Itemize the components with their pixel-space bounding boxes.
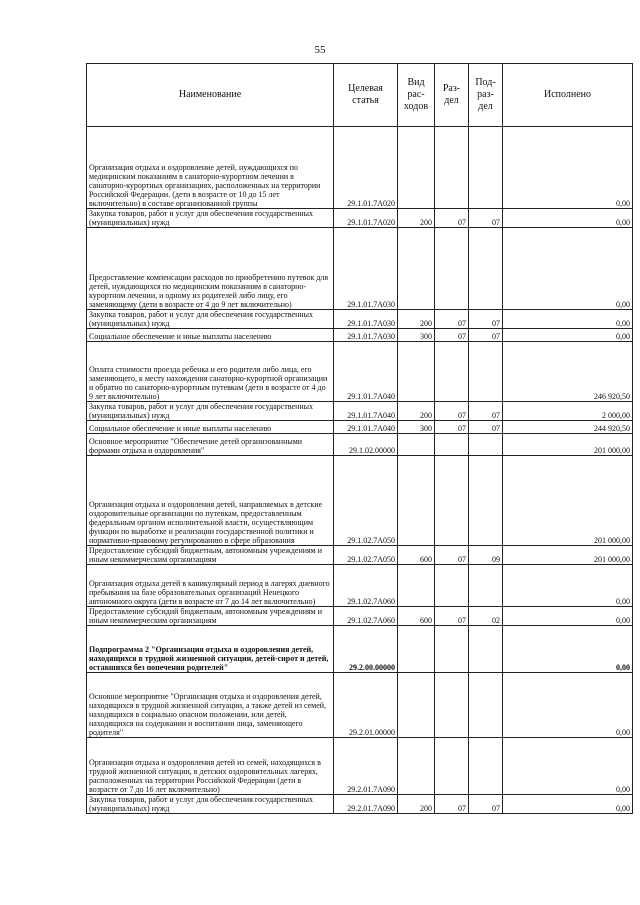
row-target-article: 29.2.01.00000 bbox=[334, 673, 398, 738]
row-target-article: 29.1.02.7А050 bbox=[334, 456, 398, 546]
row-section: 07 bbox=[435, 546, 469, 565]
row-target-article: 29.1.01.7А030 bbox=[334, 329, 398, 342]
table-row bbox=[87, 209, 633, 228]
header-subsection: Под-раз-дел bbox=[469, 64, 503, 127]
row-section bbox=[435, 456, 469, 546]
row-subsection bbox=[469, 456, 503, 546]
row-expense-type: 200 bbox=[398, 402, 435, 421]
row-subsection: 07 bbox=[469, 421, 503, 434]
row-subsection bbox=[469, 565, 503, 607]
row-subsection: 02 bbox=[469, 607, 503, 626]
row-name: Закупка товаров, работ и услуг для обеспечения государственных (муниципальных) нужд bbox=[87, 402, 334, 421]
row-expense-type bbox=[398, 228, 435, 310]
row-subsection: 07 bbox=[469, 402, 503, 421]
row-expense-type: 200 bbox=[398, 209, 435, 228]
table-row bbox=[87, 228, 633, 310]
table-row bbox=[87, 434, 633, 456]
row-executed: 201 000,00 bbox=[503, 456, 633, 546]
row-section: 07 bbox=[435, 402, 469, 421]
row-expense-type bbox=[398, 127, 435, 209]
row-executed: 201 000,00 bbox=[503, 434, 633, 456]
row-subsection: 07 bbox=[469, 329, 503, 342]
row-section: 07 bbox=[435, 329, 469, 342]
row-expense-type bbox=[398, 673, 435, 738]
table-row bbox=[87, 673, 633, 738]
row-expense-type bbox=[398, 456, 435, 546]
row-section bbox=[435, 565, 469, 607]
row-section: 07 bbox=[435, 795, 469, 814]
row-name: Закупка товаров, работ и услуг для обеспечения государственных (муниципальных) нужд bbox=[87, 795, 334, 814]
row-section: 07 bbox=[435, 607, 469, 626]
row-expense-type: 300 bbox=[398, 421, 435, 434]
header-executed: Исполнено bbox=[503, 64, 633, 127]
row-executed: 0,00 bbox=[503, 795, 633, 814]
row-expense-type bbox=[398, 565, 435, 607]
row-section bbox=[435, 127, 469, 209]
row-expense-type: 600 bbox=[398, 546, 435, 565]
row-target-article: 29.1.01.7А040 bbox=[334, 342, 398, 402]
row-section: 07 bbox=[435, 421, 469, 434]
budget-table bbox=[86, 63, 633, 814]
row-name: Основное мероприятие "Обеспечение детей организованными формами отдыха и оздоровления" bbox=[87, 434, 334, 456]
row-name: Оплата стоимости проезда ребенка и его родителя либо лица, его заменяющего, к месту нахождения санаторно-курортной организации и обратно по санаторно-курортным путевкам (дети в возрасте от 4 до 9 лет включительно) bbox=[87, 342, 334, 402]
table-header-row bbox=[87, 64, 633, 127]
row-name: Предоставление субсидий бюджетным, автономным учреждениям и иным некоммерческим организациям bbox=[87, 546, 334, 565]
row-name: Основное мероприятие "Организация отдыха и оздоровления детей, находящихся в трудной жизненной ситуации, а также детей из семей, находящихся в социально опасном положении, или детей, находящихся на содержании и воспитании лица, заменяющего родителя" bbox=[87, 673, 334, 738]
row-section: 07 bbox=[435, 209, 469, 228]
row-executed: 244 920,50 bbox=[503, 421, 633, 434]
table-row bbox=[87, 127, 633, 209]
row-target-article: 29.1.01.7А020 bbox=[334, 127, 398, 209]
row-executed: 0,00 bbox=[503, 209, 633, 228]
row-section bbox=[435, 738, 469, 795]
row-subsection: 09 bbox=[469, 546, 503, 565]
table-row bbox=[87, 795, 633, 814]
page-number: 55 bbox=[314, 44, 326, 56]
table-row bbox=[87, 310, 633, 329]
row-subsection: 07 bbox=[469, 209, 503, 228]
table-row bbox=[87, 456, 633, 546]
header-name: Наименование bbox=[87, 64, 334, 127]
header-section: Раз-дел bbox=[435, 64, 469, 127]
row-executed: 0,00 bbox=[503, 738, 633, 795]
row-section bbox=[435, 626, 469, 673]
row-target-article: 29.1.02.7А050 bbox=[334, 546, 398, 565]
row-subsection bbox=[469, 127, 503, 209]
row-section bbox=[435, 342, 469, 402]
table-row bbox=[87, 607, 633, 626]
row-executed: 0,00 bbox=[503, 127, 633, 209]
row-target-article: 29.1.02.7А060 bbox=[334, 565, 398, 607]
row-target-article: 29.2.01.7А090 bbox=[334, 738, 398, 795]
table-row bbox=[87, 626, 633, 673]
row-target-article: 29.1.01.7А040 bbox=[334, 402, 398, 421]
row-target-article: 29.1.02.00000 bbox=[334, 434, 398, 456]
row-name: Предоставление субсидий бюджетным, автономным учреждениям и иным некоммерческим организациям bbox=[87, 607, 334, 626]
row-expense-type: 300 bbox=[398, 329, 435, 342]
row-target-article: 29.2.00.00000 bbox=[334, 626, 398, 673]
row-executed: 246 920,50 bbox=[503, 342, 633, 402]
row-subsection: 07 bbox=[469, 795, 503, 814]
table-row bbox=[87, 329, 633, 342]
row-executed: 0,00 bbox=[503, 607, 633, 626]
row-subsection bbox=[469, 434, 503, 456]
row-subsection bbox=[469, 342, 503, 402]
table-row bbox=[87, 342, 633, 402]
row-name: Предоставление компенсации расходов по приобретению путевок для детей, нуждающихся по медицинским показаниям в санаторно-курортном лечении, и одному из родителей либо лицу, его заменяющему (дети в возрасте от 4 до 9 лет включительно) bbox=[87, 228, 334, 310]
row-target-article: 29.1.01.7А030 bbox=[334, 228, 398, 310]
row-name: Организация отдыха детей в каникулярный период в лагерях дневного пребывания на базе образовательных организаций Ненецкого автономного округа (дети в возрасте от 7 до 14 лет включительно) bbox=[87, 565, 334, 607]
table-row bbox=[87, 546, 633, 565]
row-target-article: 29.1.01.7А020 bbox=[334, 209, 398, 228]
row-expense-type bbox=[398, 342, 435, 402]
row-subsection bbox=[469, 228, 503, 310]
row-section bbox=[435, 228, 469, 310]
row-executed: 0,00 bbox=[503, 626, 633, 673]
row-target-article: 29.1.02.7А060 bbox=[334, 607, 398, 626]
row-executed: 0,00 bbox=[503, 565, 633, 607]
row-executed: 2 000,00 bbox=[503, 402, 633, 421]
header-target-article: Целевая статья bbox=[334, 64, 398, 127]
row-expense-type: 200 bbox=[398, 310, 435, 329]
table-row bbox=[87, 402, 633, 421]
row-name: Социальное обеспечение и иные выплаты населению bbox=[87, 329, 334, 342]
table-row bbox=[87, 421, 633, 434]
row-name: Организация отдыха и оздоровления детей, направляемых в детские оздоровительные организации по путевкам, предоставленным федеральным органом исполнительной власти, осуществляющим функции по выработке и реализации государственной политики и нормативно-правовому регулированию в сфере образования bbox=[87, 456, 334, 546]
row-subsection bbox=[469, 673, 503, 738]
row-executed: 0,00 bbox=[503, 329, 633, 342]
row-target-article: 29.1.01.7А040 bbox=[334, 421, 398, 434]
row-expense-type: 600 bbox=[398, 607, 435, 626]
table-row bbox=[87, 565, 633, 607]
row-name: Организация отдыха и оздоровления детей из семей, находящихся в трудной жизненной ситуации, в детских оздоровительных лагерях, расположенных на территории Российской Федерации (дети в возрасте от 7 до 16 лет включительно) bbox=[87, 738, 334, 795]
row-target-article: 29.2.01.7А090 bbox=[334, 795, 398, 814]
row-section bbox=[435, 434, 469, 456]
row-subsection bbox=[469, 738, 503, 795]
row-section bbox=[435, 673, 469, 738]
row-expense-type bbox=[398, 738, 435, 795]
row-target-article: 29.1.01.7А030 bbox=[334, 310, 398, 329]
row-name: Закупка товаров, работ и услуг для обеспечения государственных (муниципальных) нужд bbox=[87, 209, 334, 228]
row-executed: 201 000,00 bbox=[503, 546, 633, 565]
row-executed: 0,00 bbox=[503, 673, 633, 738]
row-name: Подпрограмма 2 "Организация отдыха и оздоровления детей, находящихся в трудной жизненной ситуации, детей-сирот и детей, оставшихся без попечения родителей" bbox=[87, 626, 334, 673]
row-expense-type bbox=[398, 434, 435, 456]
row-executed: 0,00 bbox=[503, 310, 633, 329]
row-name: Социальное обеспечение и иные выплаты населению bbox=[87, 421, 334, 434]
row-subsection bbox=[469, 626, 503, 673]
row-name: Закупка товаров, работ и услуг для обеспечения государственных (муниципальных) нужд bbox=[87, 310, 334, 329]
row-section: 07 bbox=[435, 310, 469, 329]
row-executed: 0,00 bbox=[503, 228, 633, 310]
row-name: Организация отдыха и оздоровление детей, нуждающихся по медицинским показаниям в санаторно-курортном лечении в санаторно-курортных организациях, расположенных на территории Российской Федерации. (дети в возрасте от 10 до 15 лет включительно) в составе организованной группы bbox=[87, 127, 334, 209]
table-row bbox=[87, 738, 633, 795]
header-expense-type: Вид рас-ходов bbox=[398, 64, 435, 127]
row-expense-type: 200 bbox=[398, 795, 435, 814]
row-subsection: 07 bbox=[469, 310, 503, 329]
row-expense-type bbox=[398, 626, 435, 673]
